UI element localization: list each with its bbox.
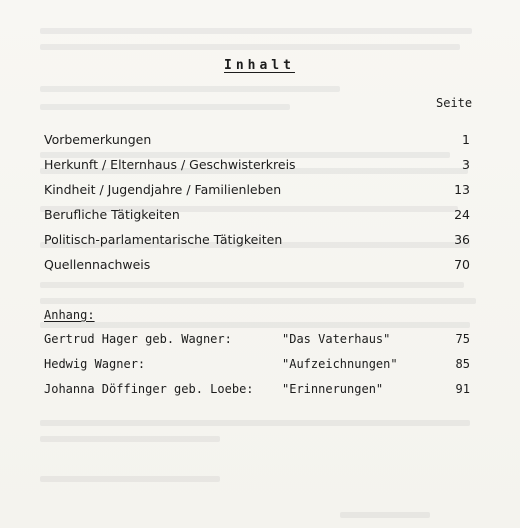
- toc-entry-label: Kindheit / Jugendjahre / Familienleben: [44, 182, 282, 197]
- bleed-through-line: [40, 298, 476, 304]
- appendix-page: 85: [455, 357, 470, 371]
- bleed-through-line: [340, 512, 430, 518]
- toc-entry-label: Quellennachweis: [44, 257, 151, 272]
- toc-entry: [44, 182, 470, 200]
- appendix-author: Hedwig Wagner:: [44, 357, 146, 371]
- toc-entry-page: 1: [462, 132, 470, 147]
- toc-title: Inhalt: [224, 58, 295, 73]
- bleed-through-line: [40, 104, 290, 110]
- appendix-author: Johanna Döffinger geb. Loebe:: [44, 382, 254, 396]
- bleed-through-line: [40, 420, 470, 426]
- appendix-entry: [44, 332, 470, 350]
- page-column-header: Seite: [436, 96, 473, 110]
- bleed-through-line: [40, 322, 470, 328]
- bleed-through-line: [40, 28, 472, 34]
- appendix-work: "Das Vaterhaus": [282, 332, 391, 346]
- appendix-entry: [44, 382, 470, 400]
- toc-entry: [44, 132, 470, 150]
- toc-entry: [44, 207, 470, 225]
- toc-entry-page: 70: [454, 257, 470, 272]
- appendix-heading: Anhang:: [44, 308, 95, 322]
- bleed-through-line: [40, 282, 464, 288]
- bleed-through-line: [40, 86, 340, 92]
- appendix-author: Gertrud Hager geb. Wagner:: [44, 332, 232, 346]
- toc-entry: [44, 232, 470, 250]
- appendix-work: "Aufzeichnungen": [282, 357, 398, 371]
- appendix-work: "Erinnerungen": [282, 382, 384, 396]
- bleed-through-line: [40, 436, 220, 442]
- toc-entry: [44, 157, 470, 175]
- toc-entry-page: 13: [454, 182, 470, 197]
- toc-entry-label: Berufliche Tätigkeiten: [44, 207, 180, 222]
- appendix-entry: [44, 357, 470, 375]
- toc-entry-page: 3: [462, 157, 470, 172]
- toc-entry-label: Politisch-parlamentarische Tätigkeiten: [44, 232, 283, 247]
- toc-entry-label: Herkunft / Elternhaus / Geschwisterkreis: [44, 157, 296, 172]
- bleed-through-line: [40, 476, 220, 482]
- appendix-page: 75: [455, 332, 470, 346]
- appendix-page: 91: [455, 382, 470, 396]
- toc-entry-label: Vorbemerkungen: [44, 132, 152, 147]
- toc-entry: [44, 257, 470, 275]
- toc-entry-page: 24: [454, 207, 470, 222]
- bleed-through-line: [40, 44, 460, 50]
- toc-entry-page: 36: [454, 232, 470, 247]
